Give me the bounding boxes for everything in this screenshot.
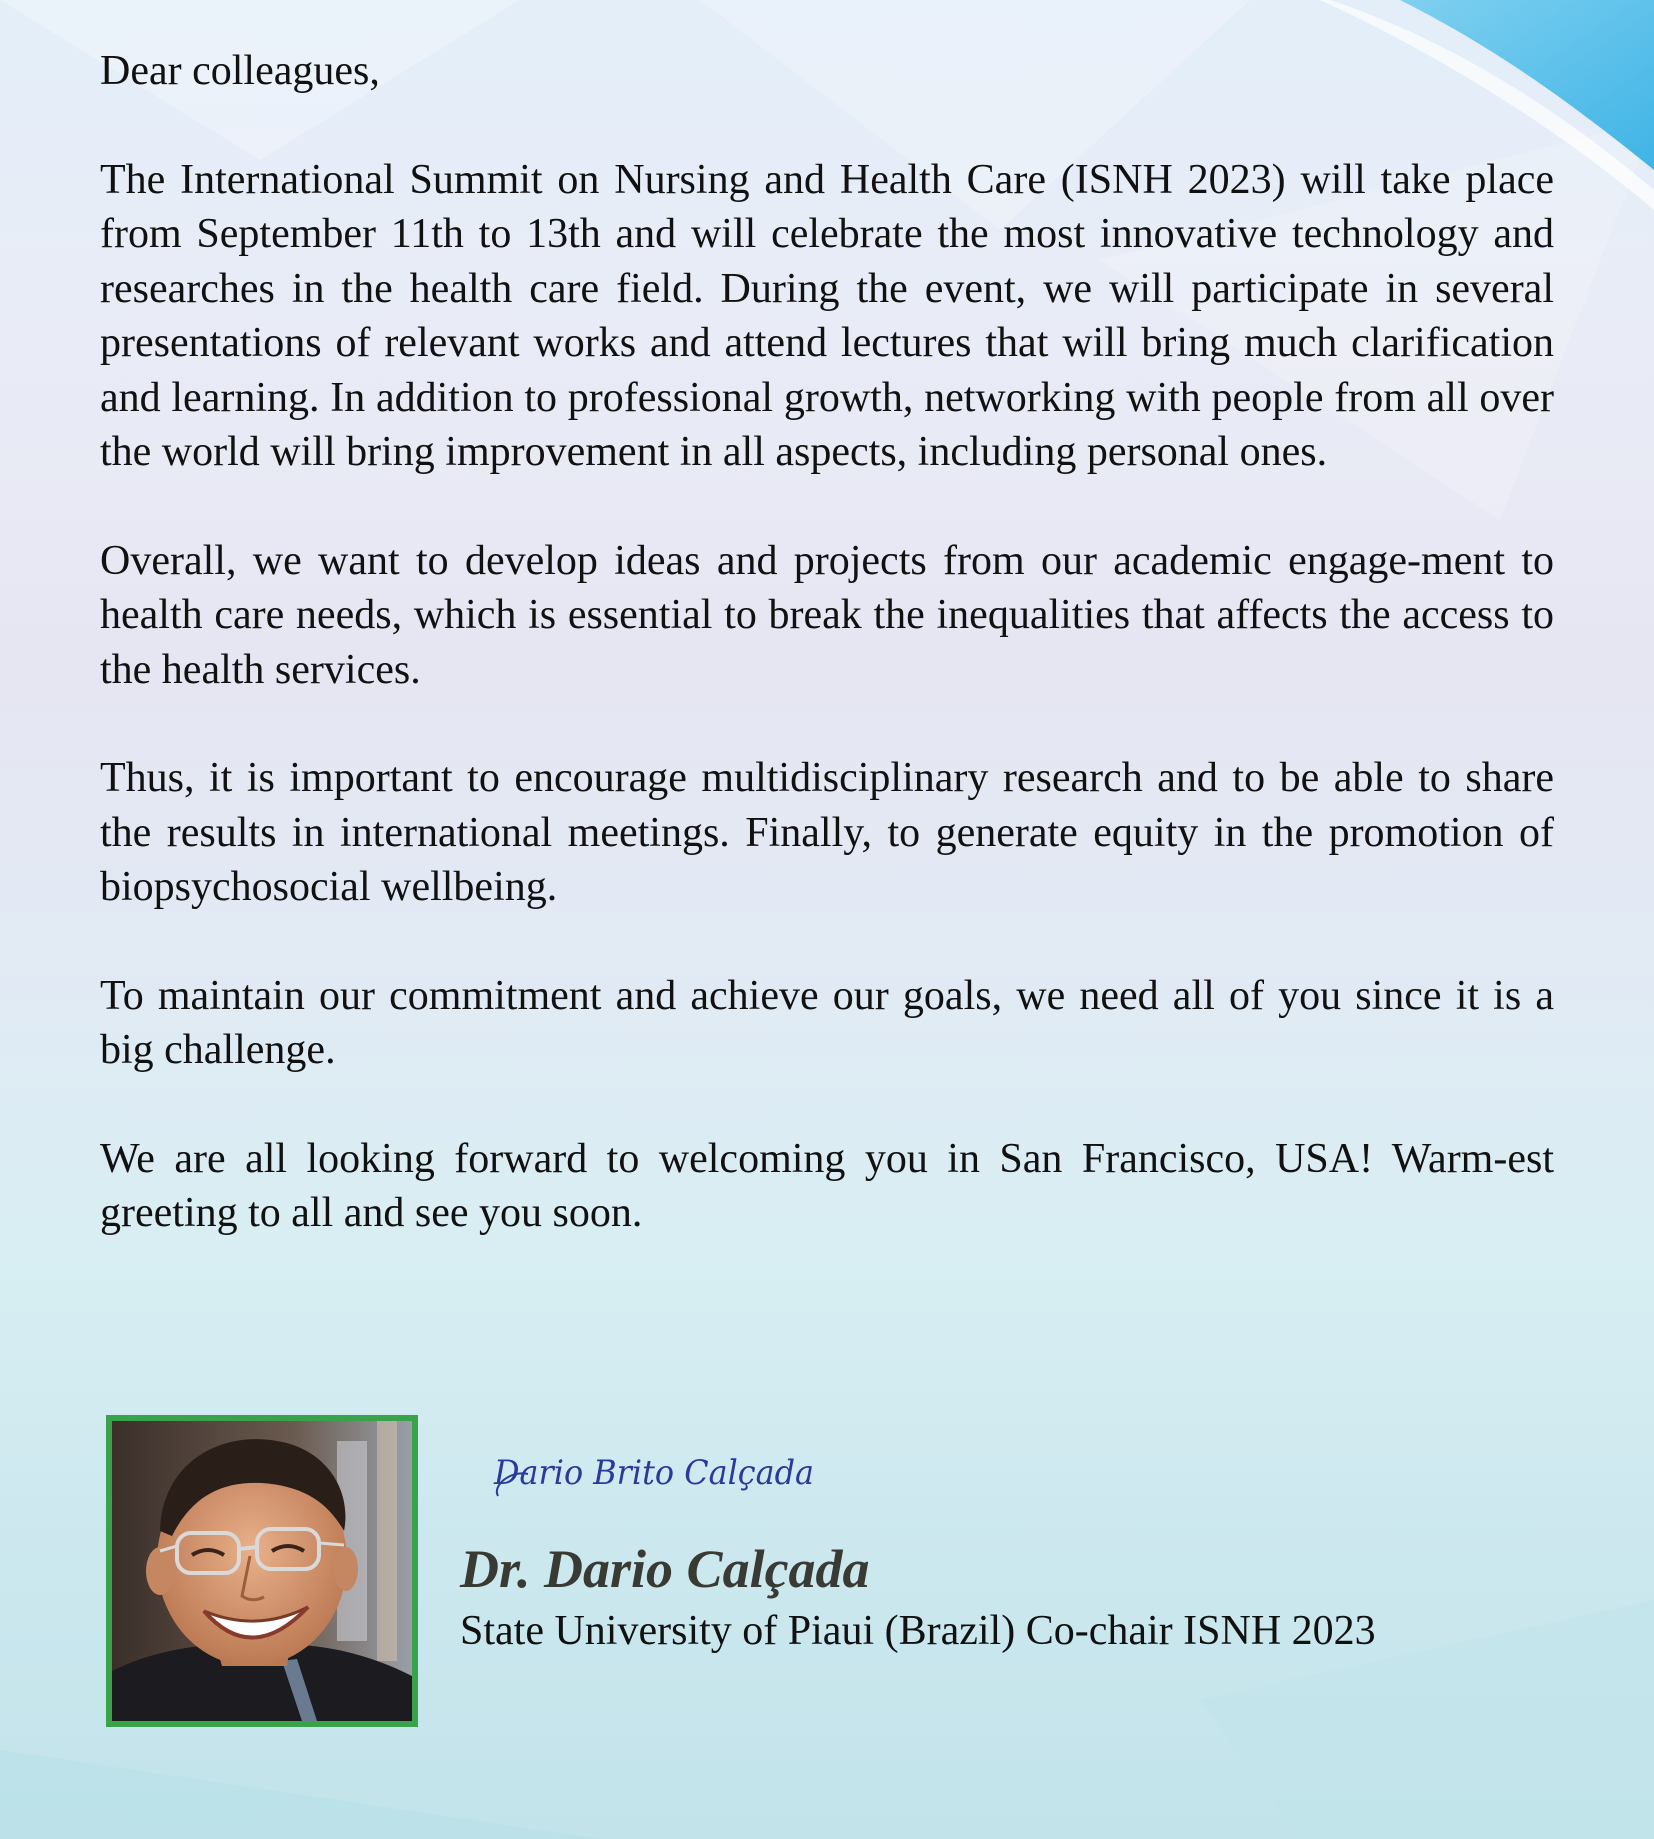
signature-text: Dario Brito Calçada [493, 1453, 814, 1493]
paragraph-research: Thus, it is important to encourage multidisciplinary research and to be able to share the results in international meetings. Finally, to generate equity in the promotion of biopsychosocial wellbeing. [100, 755, 1554, 910]
paragraph-intro: The International Summit on Nursing and Health Care (ISNH 2023) will take place from September 11th to 13th and will celebrate the most innovative technology and researches in the health care field. During the event, we will participate in several presentations of relevant works and attend lectures that will bring much clarification and learning. In addition to professional growth, networking with people from all over the world will bring improvement in all aspects, including personal ones. [100, 156, 1554, 475]
signature [488, 1440, 828, 1510]
paragraph-goals: Overall, we want to develop ideas and projects from our academic engage-ment to health care needs, which is essential to break the inequalities that affects the access to the health services. [100, 537, 1554, 693]
signer-affiliation: State University of Piaui (Brazil) Co-chair ISNH 2023 [460, 1608, 1376, 1654]
salutation: Dear colleagues, [100, 48, 380, 94]
signer-name: Dr. Dario Calçada [460, 1539, 870, 1599]
portrait-photo [106, 1415, 418, 1727]
letter-body [100, 44, 1554, 1241]
paragraph-closing: We are all looking forward to welcoming you in San Francisco, USA! Warm-est greeting to all and see you soon. [100, 1135, 1554, 1236]
paragraph-commitment: To maintain our commitment and achieve our goals, we need all of you since it is a big challenge. [100, 972, 1554, 1073]
